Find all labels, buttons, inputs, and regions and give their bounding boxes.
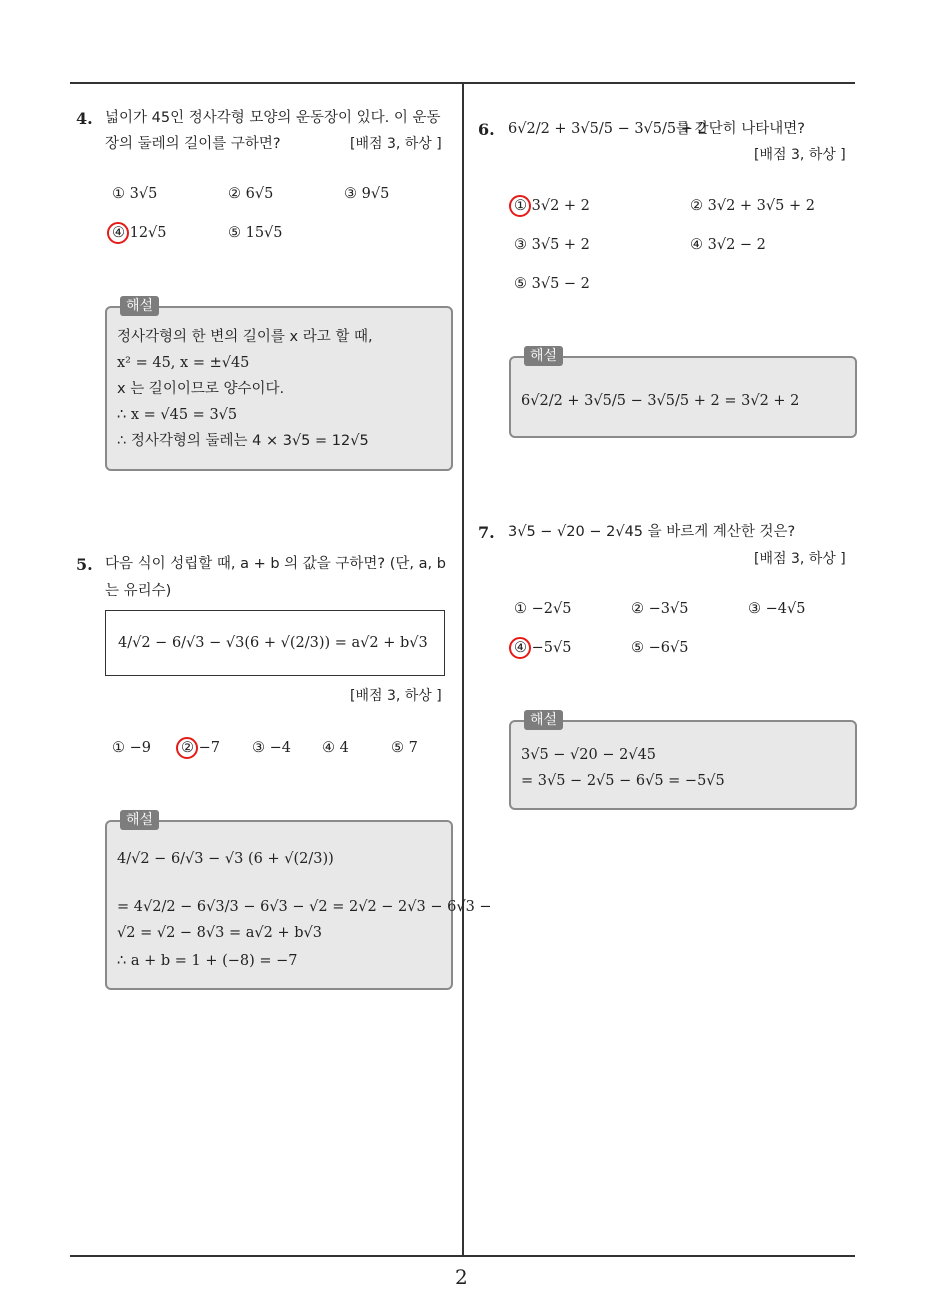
q6-choice-3[interactable]: ③ 3√5 + 2	[514, 237, 590, 253]
q4-choice-1[interactable]: ① 3√5	[112, 186, 158, 202]
q5-score: [배점 3, 하상 ]	[350, 688, 442, 704]
q7-solution-box	[509, 712, 857, 810]
q4-choice-4[interactable]: ④ 12√5	[112, 225, 167, 241]
q4-solution-line-3: x 는 길이이므로 양수이다.	[117, 381, 285, 397]
q7-score: [배점 3, 하상 ]	[754, 551, 846, 567]
q5-choice-5[interactable]: ⑤ 7	[391, 740, 418, 756]
q7-solution-line-1: 3√5 − √20 − 2√45	[521, 747, 657, 763]
q6-choice-1[interactable]: ① 3√2 + 2	[514, 198, 590, 214]
q4-solution-line-1: 정사각형의 한 변의 길이를 x 라고 할 때,	[117, 329, 373, 345]
q6-choice-2[interactable]: ② 3√2 + 3√5 + 2	[690, 198, 815, 214]
q5-text-line2: 는 유리수)	[105, 583, 172, 599]
q5-choice-1[interactable]: ① −9	[112, 740, 151, 756]
q4-choice-2[interactable]: ② 6√5	[228, 186, 274, 202]
q7-choice-3[interactable]: ③ −4√5	[748, 601, 806, 617]
q4-choice-5[interactable]: ⑤ 15√5	[228, 225, 283, 241]
q6-solution-line-1: 6√2/2 + 3√5/5 − 3√5/5 + 2 = 3√2 + 2	[521, 393, 800, 409]
q4-solution-line-5: ∴ 정사각형의 둘레는 4 × 3√5 = 12√5	[117, 433, 369, 449]
q7-solution-line-2: = 3√5 − 2√5 − 6√5 = −5√5	[521, 773, 725, 789]
q5-solution-line-1: 4/√2 − 6/√3 − √3 (6 + √(2/3))	[117, 851, 334, 867]
q4-text-line2: 장의 둘레의 길이를 구하면?	[105, 136, 281, 152]
q5-equation: 4/√2 − 6/√3 − √3(6 + √(2/3)) = a√2 + b√3	[118, 635, 428, 651]
q5-choice-3[interactable]: ③ −4	[252, 740, 291, 756]
q7-answer-mark-icon	[509, 637, 531, 659]
q4-number: 4.	[76, 109, 93, 128]
page-number: 2	[455, 1265, 468, 1289]
q4-choice-3[interactable]: ③ 9√5	[344, 186, 390, 202]
q7-choice-2[interactable]: ② −3√5	[631, 601, 689, 617]
q6-solution-tag: 해설	[524, 346, 563, 366]
q4-solution-box	[105, 298, 453, 471]
q5-answer-mark-icon	[176, 737, 198, 759]
q5-solution-tag: 해설	[120, 810, 159, 830]
q7-text: 3√5 − √20 − 2√45 을 바르게 계산한 것은?	[508, 524, 796, 540]
q7-choice-4[interactable]: ④ −5√5	[514, 640, 572, 656]
q4-score: [배점 3, 하상 ]	[350, 136, 442, 152]
q6-choice-5[interactable]: ⑤ 3√5 − 2	[514, 276, 590, 292]
q6-number: 6.	[478, 120, 495, 139]
q4-solution-line-4: ∴ x = √45 = 3√5	[117, 407, 238, 423]
q4-text-line1: 넓이가 45인 정사각형 모양의 운동장이 있다. 이 운동	[105, 110, 441, 126]
q5-solution-box	[105, 812, 492, 990]
q6-expression: 6√2/2 + 3√5/5 − 3√5/5 + 2	[508, 121, 707, 137]
q5-solution-line-2: = 4√2/2 − 6√3/3 − 6√3 − √2 = 2√2 − 2√3 − 6√3 −	[117, 899, 492, 915]
q6-text: 를 간단히 나타내면?	[676, 121, 805, 137]
q5-choice-2[interactable]: ② −7	[181, 740, 220, 756]
q6-answer-mark-icon	[509, 195, 531, 217]
q7-solution-tag: 해설	[524, 710, 563, 730]
q4-answer-mark-icon	[107, 222, 129, 244]
q5-equation-box	[105, 610, 445, 676]
q5-number: 5.	[76, 555, 93, 574]
bottom-rule	[70, 1255, 855, 1257]
q5-choice-4[interactable]: ④ 4	[322, 740, 349, 756]
q7-choice-1[interactable]: ① −2√5	[514, 601, 572, 617]
q7-choice-5[interactable]: ⑤ −6√5	[631, 640, 689, 656]
q4-solution-line-2: x² = 45, x = ±√45	[117, 355, 250, 371]
q5-solution-line-4: ∴ a + b = 1 + (−8) = −7	[117, 953, 298, 969]
q6-solution-box	[509, 348, 857, 438]
q5-solution-line-3: √2 = √2 − 8√3 = a√2 + b√3	[117, 925, 322, 941]
q4-solution-tag: 해설	[120, 296, 159, 316]
q5-text-line1: 다음 식이 성립할 때, a + b 의 값을 구하면? (단, a, b	[105, 556, 446, 572]
q7-number: 7.	[478, 523, 495, 542]
q6-score: [배점 3, 하상 ]	[754, 147, 846, 163]
q6-choice-4[interactable]: ④ 3√2 − 2	[690, 237, 766, 253]
column-divider	[462, 82, 464, 1257]
